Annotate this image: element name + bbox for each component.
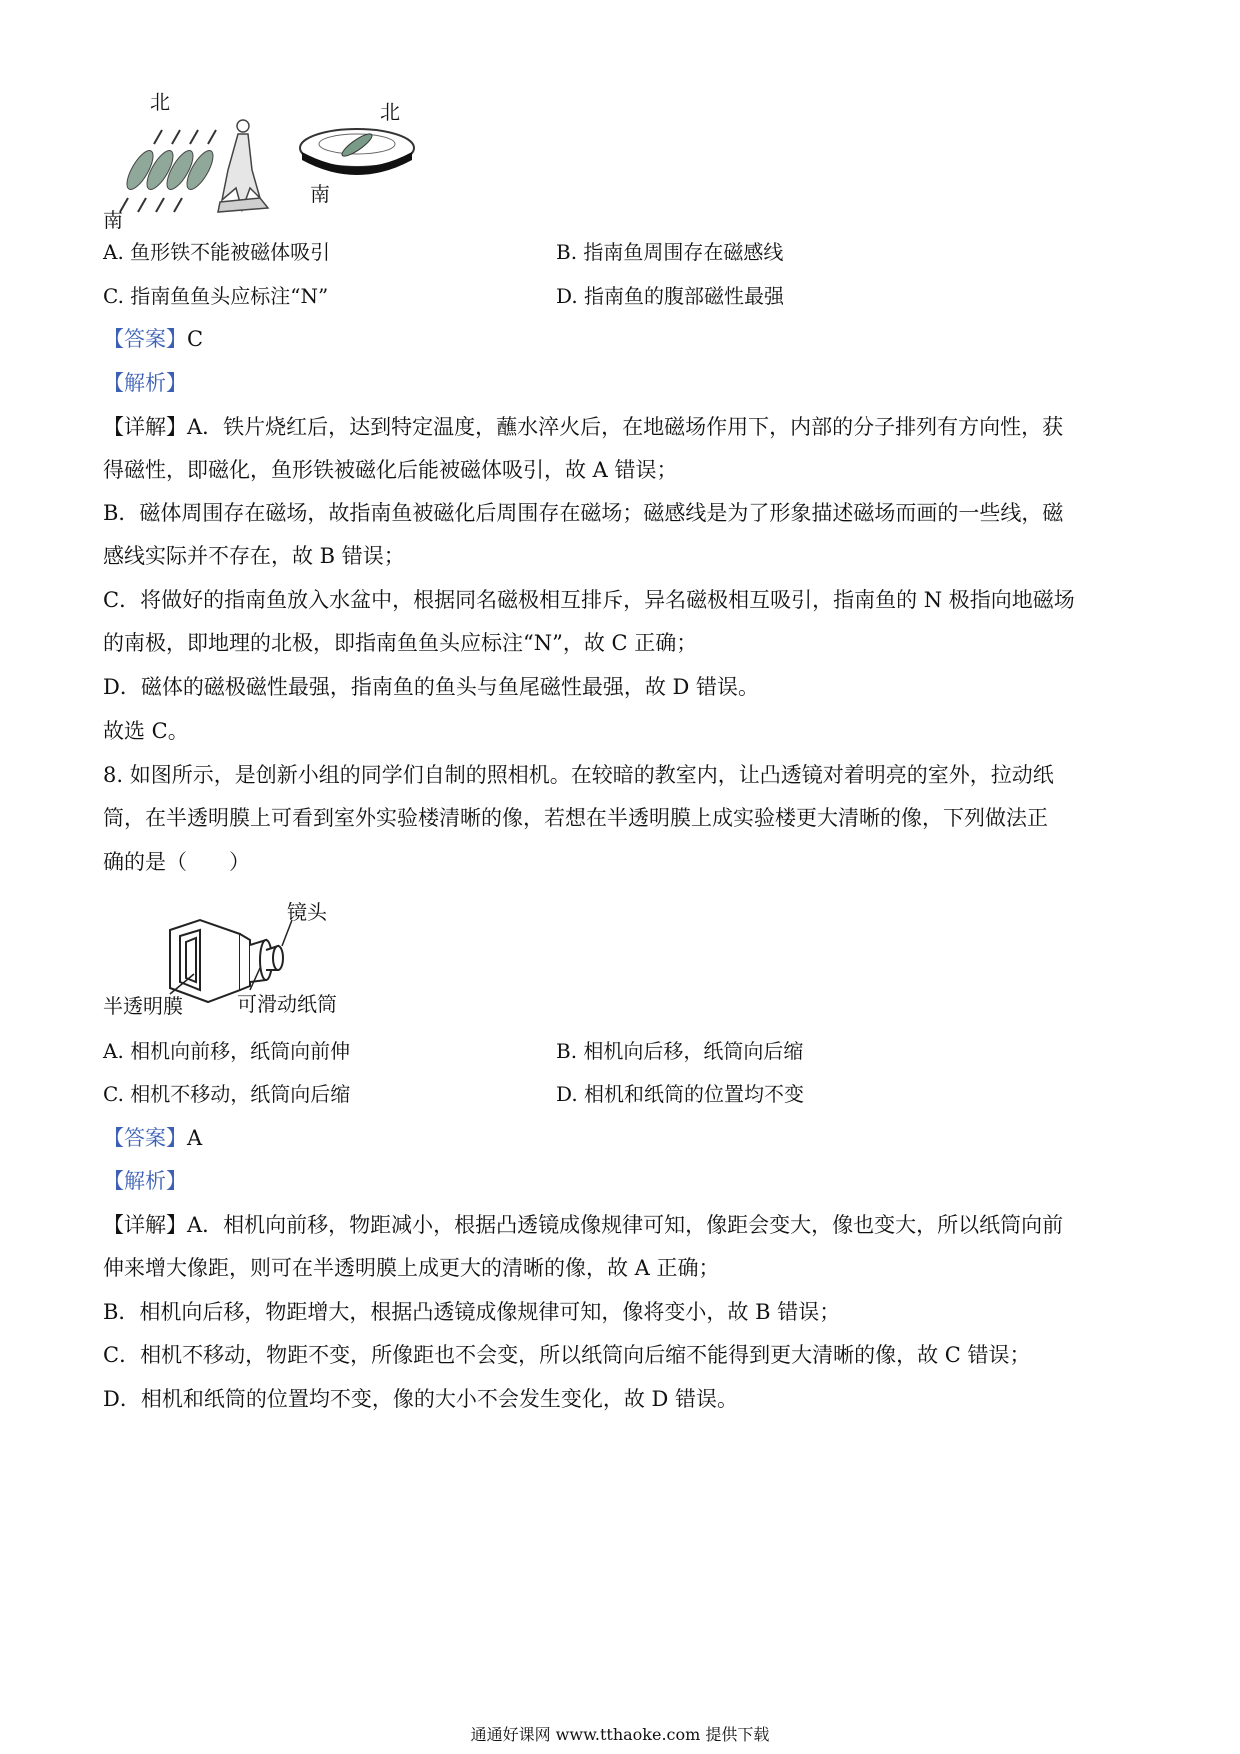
q7-option-d: D. 指南鱼的腹部磁性最强 xyxy=(556,284,785,308)
q7-detail-line-1 xyxy=(103,412,1063,442)
film-label: 半透明膜 xyxy=(103,994,183,1018)
q8-question-line-1: 8. 如图所示，是创新小组的同学们自制的照相机。在较暗的教室内，让凸透镜对着明亮的室外，拉动纸 xyxy=(103,763,1054,787)
q7-detail-line-4: 感线实际并不存在，故 B 错误； xyxy=(103,544,405,568)
q7-option-a: A. 鱼形铁不能被磁体吸引 xyxy=(103,240,331,264)
q7-conclusion: 故选 C。 xyxy=(103,719,189,743)
q7-detail-line-3: B．磁体周围存在磁场，故指南鱼被磁化后周围存在磁场；磁感线是为了形象描述磁场而画的一些线，磁 xyxy=(103,501,1064,525)
answer-tag: 【答案】 xyxy=(103,1126,187,1150)
q8-detail-line-3: B．相机向后移，物距增大，根据凸透镜成像规律可知，像将变小，故 B 错误； xyxy=(103,1300,841,1324)
q7-analysis-tag: 【解析】 xyxy=(103,371,187,395)
detail-text: A．铁片烧红后，达到特定温度，蘸水淬火后，在地磁场作用下，内部的分子排列有方向性，获 xyxy=(187,415,1064,439)
q7-option-b: B. 指南鱼周围存在磁感线 xyxy=(556,240,784,264)
q8-option-d: D. 相机和纸筒的位置均不变 xyxy=(556,1082,805,1106)
q7-option-c: C. 指南鱼鱼头应标注“N” xyxy=(103,284,329,308)
q8-option-a: A. 相机向前移，纸筒向前伸 xyxy=(103,1039,351,1063)
q8-detail-line-1 xyxy=(103,1210,1063,1240)
north-label-left: 北 xyxy=(150,90,170,114)
q7-detail-line-6: 的南极，即地理的北极，即指南鱼鱼头应标注“N”，故 C 正确； xyxy=(103,631,698,655)
answer-value: C xyxy=(187,327,204,351)
answer-value: A xyxy=(187,1126,203,1150)
north-label-right: 北 xyxy=(380,100,400,124)
page-footer: 通通好课网 www.tthaoke.com 提供下载 xyxy=(470,1725,770,1744)
q7-answer xyxy=(103,324,203,354)
q8-detail-line-2: 伸来增大像距，则可在半透明膜上成更大的清晰的像，故 A 正确； xyxy=(103,1256,720,1280)
q8-answer xyxy=(103,1123,202,1153)
q8-analysis-tag: 【解析】 xyxy=(103,1169,187,1193)
figure-compass-fish xyxy=(110,90,430,250)
detail-tag: 【详解】 xyxy=(103,415,187,439)
detail-text: A．相机向前移，物距减小，根据凸透镜成像规律可知，像距会变大，像也变大，所以纸筒向前 xyxy=(187,1213,1064,1237)
q8-option-b: B. 相机向后移，纸筒向后缩 xyxy=(556,1039,804,1063)
lens-label: 镜头 xyxy=(287,900,327,924)
q8-question-line-2: 筒，在半透明膜上可看到室外实验楼清晰的像，若想在半透明膜上成实验楼更大清晰的像，下列做法正 xyxy=(103,806,1048,830)
q8-detail-line-5: D．相机和纸筒的位置均不变，像的大小不会发生变化，故 D 错误。 xyxy=(103,1387,739,1411)
south-label-left: 南 xyxy=(103,208,123,232)
answer-tag: 【答案】 xyxy=(103,327,187,351)
q7-detail-line-5: C．将做好的指南鱼放入水盆中，根据同名磁极相互排斥，异名磁极相互吸引，指南鱼的 N 极指向地磁场 xyxy=(103,588,1075,612)
south-label-right: 南 xyxy=(310,182,330,206)
q8-question-line-3: 确的是（ ） xyxy=(103,850,250,874)
q8-detail-line-4: C．相机不移动，物距不变，所像距也不会变，所以纸筒向后缩不能得到更大清晰的像，故 C 错误； xyxy=(103,1343,1031,1367)
q7-detail-line-7: D．磁体的磁极磁性最强，指南鱼的鱼头与鱼尾磁性最强，故 D 错误。 xyxy=(103,675,760,699)
detail-tag: 【详解】 xyxy=(103,1213,187,1237)
q7-detail-line-2: 得磁性，即磁化，鱼形铁被磁化后能被磁体吸引，故 A 错误； xyxy=(103,458,678,482)
q8-option-c: C. 相机不移动，纸筒向后缩 xyxy=(103,1082,351,1106)
tube-label: 可滑动纸筒 xyxy=(237,992,337,1016)
